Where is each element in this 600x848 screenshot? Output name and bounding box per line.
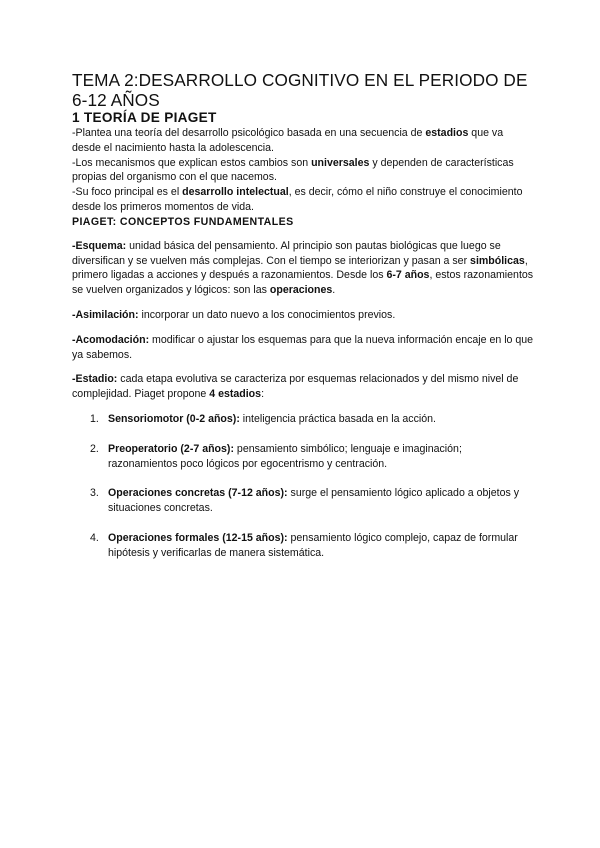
paragraph-universales: -Los mecanismos que explican estos cambios son universales y dependen de características propias del organismo con el que nacemos. [72, 156, 514, 184]
definition-acomodacion: -Acomodación: modificar o ajustar los esquemas para que la nueva información encaje en lo que ya sabemos. [72, 333, 534, 361]
definition-asimilacion: -Asimilación: incorporar un dato nuevo a los conocimientos previos. [72, 308, 396, 321]
definition-esquema: -Esquema: unidad básica del pensamiento. Al principio son pautas biológicas que luego se diversifican y se vuelven más complejas. Con el tiempo se interiorizan y pasan a ser simbólicas, primero ligadas a acciones y después a razonamientos. Desde los 6-7 años, estos razonamientos se vuelven organizados y lógicos: son las operaciones. [72, 239, 534, 297]
stages-list [72, 412, 534, 561]
document-title: TEMA 2:DESARROLLO COGNITIVO EN EL PERIODO DE 6-12 AÑOS [72, 70, 528, 110]
section-heading-piaget: 1 TEORÍA DE PIAGET [72, 110, 217, 125]
list-item: 4. Operaciones formales (12-15 años): pensamiento lógico complejo, capaz de formular hipótesis y verificarlas de manera sistemática. [90, 531, 518, 559]
list-item: 3. Operaciones concretas (7-12 años): surge el pensamiento lógico aplicado a objetos y situaciones concretas. [90, 487, 520, 515]
paragraph-estadios: -Plantea una teoría del desarrollo psicológico basada en una secuencia de estadios que va desde el nacimiento hasta la adolescencia. [72, 127, 504, 154]
document-content [72, 70, 534, 576]
definition-estadio: -Estadio: cada etapa evolutiva se caracteriza por esquemas relacionados y del mismo nivel de complejidad. Piaget propone 4 estadios: [72, 373, 519, 401]
paragraph-desarrollo-intelectual: -Su foco principal es el desarrollo intelectual, es decir, cómo el niño construye el conocimiento desde los primeros momentos de vida. [72, 186, 523, 213]
list-item: 1. Sensoriomotor (0-2 años): inteligencia práctica basada en la acción. [90, 412, 436, 425]
concepts-heading: PIAGET: CONCEPTOS FUNDAMENTALES [72, 215, 294, 228]
list-item: 2. Preoperatorio (2-7 años): pensamiento simbólico; lenguaje e imaginación; razonamientos poco lógicos por egocentrismo y centración. [90, 442, 462, 470]
